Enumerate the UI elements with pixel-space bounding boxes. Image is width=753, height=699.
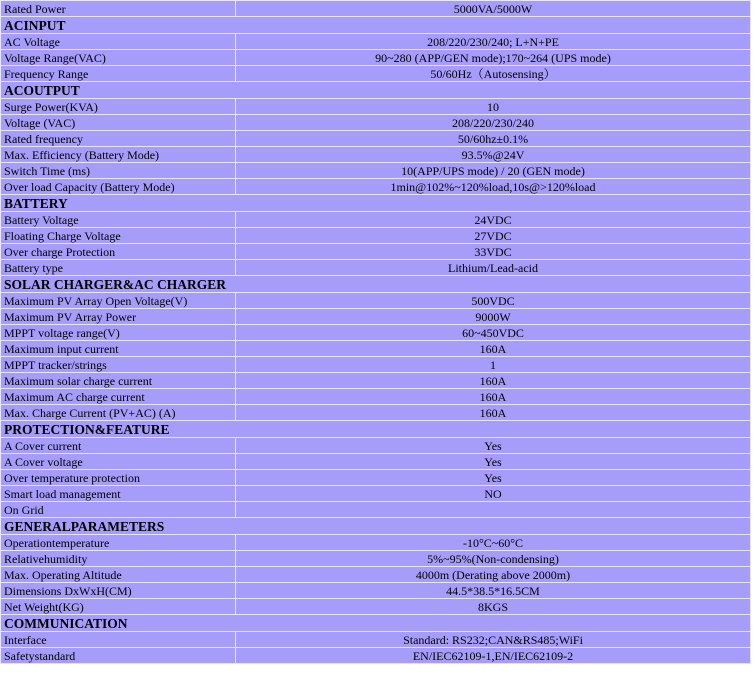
spec-value: 208/220/230/240; L+N+PE xyxy=(236,34,751,50)
spec-value: 93.5%@24V xyxy=(236,147,751,163)
spec-row xyxy=(1,389,751,405)
spec-row xyxy=(1,535,751,551)
spec-label: A Cover voltage xyxy=(1,454,236,470)
spec-row xyxy=(1,212,751,228)
spec-value: 4000m (Derating above 2000m) xyxy=(236,567,751,583)
spec-value: 9000W xyxy=(236,309,751,325)
section-title: ACOUTPUT xyxy=(1,82,751,99)
spec-label: Dimensions DxWxH(CM) xyxy=(1,583,236,599)
spec-value: 1min@102%~120%load,10s@>120%load xyxy=(236,179,751,195)
spec-label: MPPT tracker/strings xyxy=(1,357,236,373)
spec-row xyxy=(1,163,751,179)
spec-value: 60~450VDC xyxy=(236,325,751,341)
spec-value: Standard: RS232;CAN&RS485;WiFi xyxy=(236,632,751,648)
spec-row xyxy=(1,115,751,131)
spec-value: 24VDC xyxy=(236,212,751,228)
spec-label: Maximum PV Array Power xyxy=(1,309,236,325)
spec-value: 500VDC xyxy=(236,293,751,309)
section-header xyxy=(1,518,751,535)
spec-value: NO xyxy=(236,486,751,502)
spec-value: 8KGS xyxy=(236,599,751,615)
section-header xyxy=(1,82,751,99)
spec-value: 44.5*38.5*16.5CM xyxy=(236,583,751,599)
spec-row xyxy=(1,131,751,147)
spec-value: 27VDC xyxy=(236,228,751,244)
spec-label: Maximum solar charge current xyxy=(1,373,236,389)
spec-label: Voltage (VAC) xyxy=(1,115,236,131)
spec-row xyxy=(1,309,751,325)
section-title: COMMUNICATION xyxy=(1,615,751,632)
spec-row xyxy=(1,373,751,389)
spec-value xyxy=(236,502,751,518)
spec-value: 160A xyxy=(236,405,751,421)
spec-label: Rated Power xyxy=(1,1,236,17)
spec-row xyxy=(1,567,751,583)
spec-value: Lithium/Lead-acid xyxy=(236,260,751,276)
spec-value: 208/220/230/240 xyxy=(236,115,751,131)
spec-row xyxy=(1,551,751,567)
spec-row xyxy=(1,632,751,648)
spec-row xyxy=(1,147,751,163)
spec-label: Operationtemperature xyxy=(1,535,236,551)
spec-value: 90~280 (APP/GEN mode);170~264 (UPS mode) xyxy=(236,50,751,66)
spec-row xyxy=(1,454,751,470)
spec-label: Net Weight(KG) xyxy=(1,599,236,615)
spec-value: 33VDC xyxy=(236,244,751,260)
section-title: SOLAR CHARGER&AC CHARGER xyxy=(1,276,751,293)
spec-value: 10 xyxy=(236,99,751,115)
spec-row xyxy=(1,486,751,502)
spec-label: Rated frequency xyxy=(1,131,236,147)
section-header xyxy=(1,276,751,293)
spec-label: Maximum PV Array Open Voltage(V) xyxy=(1,293,236,309)
spec-row xyxy=(1,341,751,357)
spec-label: AC Voltage xyxy=(1,34,236,50)
spec-label: Interface xyxy=(1,632,236,648)
spec-label: Maximum AC charge current xyxy=(1,389,236,405)
spec-label: Max. Efficiency (Battery Mode) xyxy=(1,147,236,163)
spec-row xyxy=(1,357,751,373)
spec-row xyxy=(1,99,751,115)
spec-label: Maximum input current xyxy=(1,341,236,357)
spec-label: Voltage Range(VAC) xyxy=(1,50,236,66)
section-header xyxy=(1,615,751,632)
spec-label: Max. Charge Current (PV+AC) (A) xyxy=(1,405,236,421)
spec-label: Over load Capacity (Battery Mode) xyxy=(1,179,236,195)
spec-label: Smart load management xyxy=(1,486,236,502)
spec-label: Floating Charge Voltage xyxy=(1,228,236,244)
section-header xyxy=(1,421,751,438)
spec-value: 160A xyxy=(236,341,751,357)
section-header xyxy=(1,195,751,212)
spec-value: 5%~95%(Non-condensing) xyxy=(236,551,751,567)
spec-value: 1 xyxy=(236,357,751,373)
spec-row xyxy=(1,648,751,664)
spec-label: Max. Operating Altitude xyxy=(1,567,236,583)
spec-value: -10°C~60°C xyxy=(236,535,751,551)
spec-value: Yes xyxy=(236,438,751,454)
section-title: PROTECTION&FEATURE xyxy=(1,421,751,438)
spec-row xyxy=(1,502,751,518)
section-title: BATTERY xyxy=(1,195,751,212)
spec-value: EN/IEC62109-1,EN/IEC62109-2 xyxy=(236,648,751,664)
spec-value: 10(APP/UPS mode) / 20 (GEN mode) xyxy=(236,163,751,179)
spec-label: Switch Time (ms) xyxy=(1,163,236,179)
section-title: GENERALPARAMETERS xyxy=(1,518,751,535)
spec-label: Safetystandard xyxy=(1,648,236,664)
section-header xyxy=(1,17,751,34)
spec-row xyxy=(1,325,751,341)
spec-label: Surge Power(KVA) xyxy=(1,99,236,115)
spec-row xyxy=(1,405,751,421)
spec-value: Yes xyxy=(236,454,751,470)
spec-label: MPPT voltage range(V) xyxy=(1,325,236,341)
spec-row xyxy=(1,293,751,309)
spec-label: A Cover current xyxy=(1,438,236,454)
spec-row xyxy=(1,583,751,599)
spec-value: 160A xyxy=(236,373,751,389)
spec-row xyxy=(1,470,751,486)
spec-row xyxy=(1,34,751,50)
spec-value: Yes xyxy=(236,470,751,486)
spec-row xyxy=(1,599,751,615)
spec-row xyxy=(1,438,751,454)
spec-value: 50/60hz±0.1% xyxy=(236,131,751,147)
spec-value: 5000VA/5000W xyxy=(236,1,751,17)
spec-table-body xyxy=(1,1,751,664)
spec-row xyxy=(1,244,751,260)
spec-label: Frequency Range xyxy=(1,66,236,82)
spec-label: Over temperature protection xyxy=(1,470,236,486)
spec-row xyxy=(1,260,751,276)
spec-row xyxy=(1,1,751,17)
spec-row xyxy=(1,50,751,66)
spec-value: 50/60Hz（Autosensing） xyxy=(236,66,751,82)
spec-label: Relativehumidity xyxy=(1,551,236,567)
section-title: ACINPUT xyxy=(1,17,751,34)
spec-label: On Grid xyxy=(1,502,236,518)
spec-value: 160A xyxy=(236,389,751,405)
spec-label: Battery type xyxy=(1,260,236,276)
spec-label: Over charge Protection xyxy=(1,244,236,260)
spec-row xyxy=(1,228,751,244)
spec-label: Battery Voltage xyxy=(1,212,236,228)
spec-row xyxy=(1,179,751,195)
spec-row xyxy=(1,66,751,82)
